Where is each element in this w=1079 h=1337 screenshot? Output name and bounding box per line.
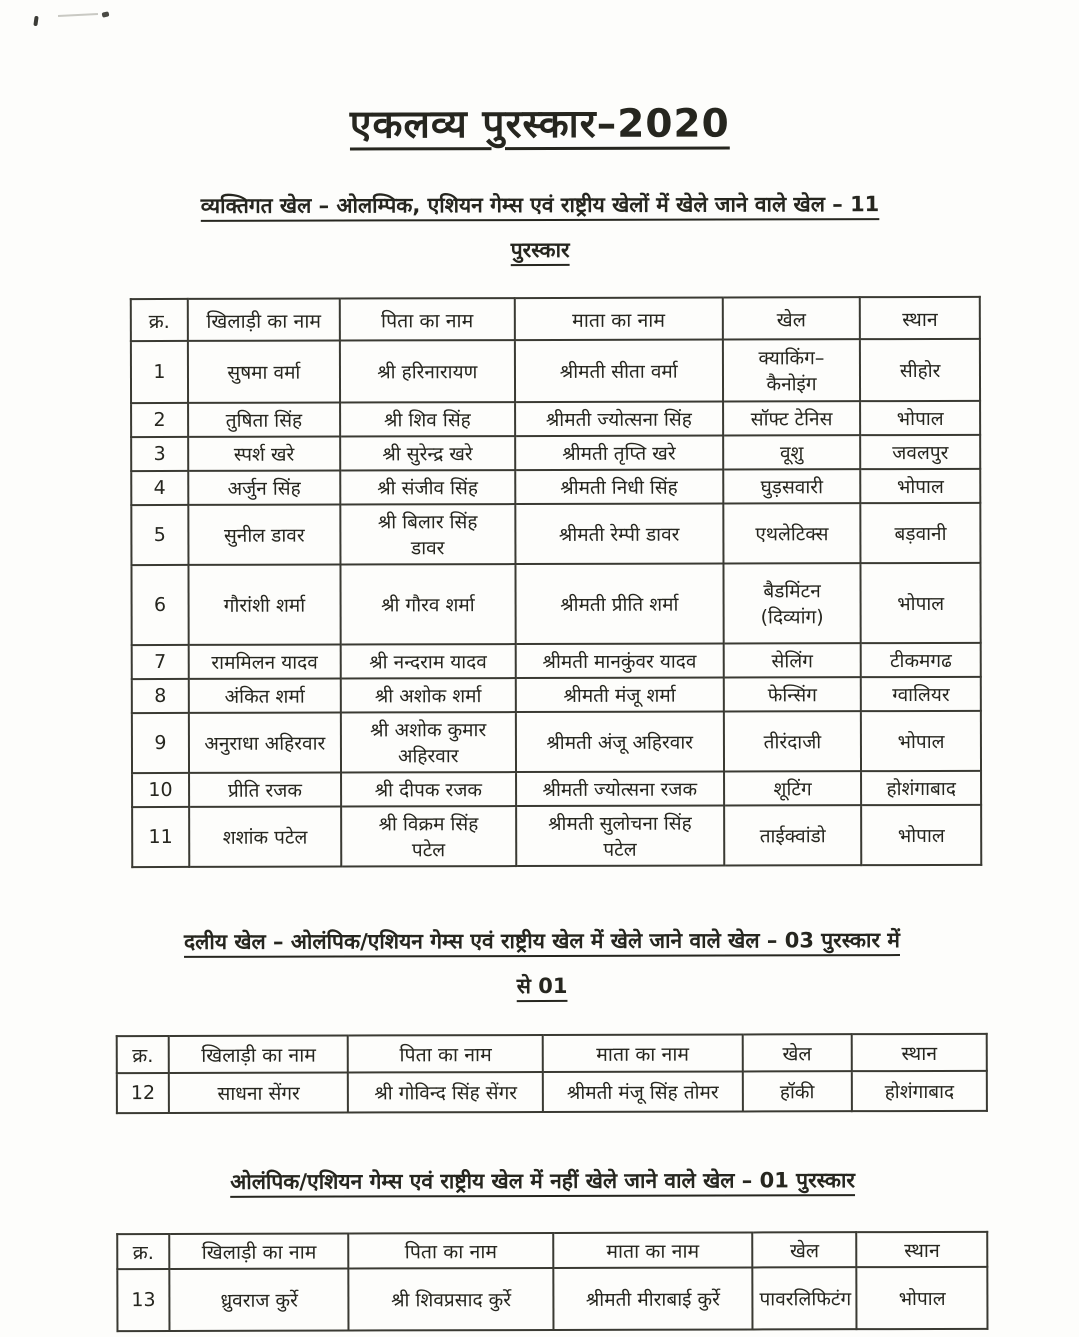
section-individual-heading	[0, 182, 1079, 275]
table-cell: शशांक पटेल	[189, 807, 341, 867]
table-cell: बैडमिंटन (दिव्यांग)	[723, 563, 861, 643]
table-cell: घुड़सवारी	[723, 469, 861, 503]
table-cell: गौरांशी शर्मा	[188, 565, 340, 645]
table-cell: जवलपुर	[860, 435, 980, 469]
heading-line1-text: व्यक्तिगत खेल – ओलम्पिक, एशियन गेम्स एवं राष्ट्रीय खेलों में खेले जाने वाले खेल – 11	[200, 192, 880, 218]
table-cell: श्री नन्दराम यादव	[341, 644, 516, 678]
table-cell: पावरलिफिटंग	[752, 1267, 857, 1329]
table-cell: फेन्सिंग	[724, 677, 862, 711]
table-row	[132, 711, 981, 773]
column-header: स्थान	[857, 1232, 988, 1267]
column-header: स्थान	[860, 297, 980, 339]
table-cell: 6	[131, 565, 188, 645]
table-cell: हॉकी	[742, 1071, 852, 1111]
table-cell: 3	[131, 437, 188, 471]
table-cell: श्री दीपक रजक	[341, 772, 516, 806]
table-cell: टीकमगढ	[861, 643, 981, 677]
column-header: पिता का नाम	[340, 298, 515, 340]
column-header: खेल	[752, 1232, 856, 1267]
document-title: एकलव्य पुरस्कार–2020	[349, 101, 730, 148]
table-cell: सीहोर	[860, 339, 980, 401]
column-header: माता का नाम	[515, 298, 723, 341]
table-cell: भोपाल	[861, 805, 981, 865]
column-header: माता का नाम	[543, 1034, 742, 1072]
table-row	[132, 643, 981, 679]
column-header: माता का नाम	[553, 1232, 752, 1268]
table-cell: श्रीमती प्रीति शर्मा	[515, 564, 723, 645]
table-cell: एथलेटिक्स	[723, 503, 861, 563]
table-cell: श्रीमती सीता वर्मा	[515, 340, 723, 403]
heading-line1-text: ओलंपिक/एशियन गेम्स एवं राष्ट्रीय खेल में नहीं खेले जाने वाले खेल – 01 पुरस्कार	[230, 1167, 856, 1194]
table-header-row	[117, 1232, 987, 1269]
table-cell: राममिलन यादव	[189, 645, 341, 679]
table-cell: भोपाल	[860, 469, 980, 503]
section-non-olympic-heading	[3, 1157, 1079, 1205]
heading-line	[2, 918, 1079, 966]
table-cell: श्रीमती अंजू अहिरवार	[516, 712, 724, 773]
table-cell: तुषिता सिंह	[188, 403, 340, 437]
table-cell: ताईक्वांडो	[724, 805, 862, 865]
table-cell: क्याकिंग– कैनोइंग	[723, 339, 861, 401]
table-row	[131, 435, 980, 471]
column-header: पिता का नाम	[348, 1035, 543, 1073]
column-header: खेल	[723, 297, 861, 339]
table-cell: श्रीमती रेम्पी डावर	[515, 504, 723, 565]
table-cell: 9	[132, 713, 189, 773]
table-header-row	[117, 1033, 987, 1072]
table-cell: ग्वालियर	[861, 677, 981, 711]
table-cell: 2	[131, 403, 188, 437]
column-header: क्र.	[117, 1234, 169, 1269]
individual-awards-table	[130, 296, 982, 868]
table-cell: स्पर्श खरे	[188, 437, 340, 471]
table-cell: श्री शिवप्रसाद कुर्रे	[349, 1268, 554, 1331]
column-header: स्थान	[852, 1033, 987, 1070]
table-cell: श्रीमती तृप्ति खरे	[515, 436, 723, 471]
heading-line1-text: दलीय खेल – ओलंपिक/एशियन गेम्स एवं राष्ट्रीय खेल में खेले जाने वाले खेल – 03 पुरस्कार में	[183, 928, 900, 955]
table-row	[132, 805, 981, 867]
table-cell: होशंगाबाद	[861, 771, 981, 805]
column-header: क्र.	[117, 1036, 169, 1073]
table-cell: भोपाल	[860, 401, 980, 435]
table-header-row	[131, 297, 980, 341]
table-cell: श्री सुरेन्द्र खरे	[340, 436, 515, 470]
table-cell: भोपाल	[861, 711, 981, 771]
table-row	[131, 563, 980, 645]
table-cell: सॉफ्ट टेनिस	[723, 401, 861, 435]
table-cell: श्रीमती सुलोचना सिंह पटेल	[516, 806, 724, 867]
table-cell: श्रीमती ज्योत्सना रजक	[516, 772, 724, 807]
heading-line	[0, 182, 1079, 230]
table-cell: श्री संजीव सिंह	[340, 470, 515, 504]
section-non-olympic-games	[3, 1157, 1079, 1332]
team-awards-table	[116, 1032, 988, 1113]
column-header: पिता का नाम	[349, 1233, 554, 1269]
non-olympic-awards-table	[116, 1231, 988, 1332]
table-cell: श्रीमती मंजू सिंह तोमर	[543, 1071, 742, 1112]
table-cell: वूशु	[723, 435, 861, 469]
column-header: खिलाड़ी का नाम	[188, 299, 340, 341]
table-cell: श्री गोविन्द सिंह सेंगर	[348, 1072, 543, 1113]
table-row	[132, 771, 981, 807]
heading-line	[1, 227, 1079, 275]
table-cell: अंकित शर्मा	[189, 679, 341, 713]
table-cell: साधना सेंगर	[169, 1072, 348, 1112]
table-cell: श्री अशोक शर्मा	[341, 678, 516, 712]
table-cell: सुषमा वर्मा	[188, 341, 340, 403]
table-cell: भोपाल	[861, 563, 981, 643]
table-cell: 1	[131, 341, 188, 403]
table-cell: अनुराधा अहिरवार	[189, 713, 341, 773]
heading-line	[3, 1157, 1079, 1205]
table-cell: श्री विक्रम सिंह पटेल	[341, 806, 516, 866]
column-header: खिलाड़ी का नाम	[169, 1233, 348, 1268]
table-cell: अर्जुन सिंह	[188, 471, 340, 505]
table-cell: ध्रुवराज कुर्रे	[170, 1268, 349, 1330]
table-cell: श्री शिव सिंह	[340, 402, 515, 436]
table-row	[117, 1267, 987, 1331]
table-cell: 12	[117, 1073, 169, 1113]
table-cell: श्रीमती मंजू शर्मा	[516, 678, 724, 713]
table-cell: 11	[132, 807, 189, 867]
table-cell: भोपाल	[857, 1267, 988, 1329]
table-cell: सुनील डावर	[188, 505, 340, 565]
table-cell: बड़वानी	[861, 503, 981, 563]
table-cell: प्रीति रजक	[189, 773, 341, 807]
table-cell: तीरंदाजी	[724, 711, 862, 771]
table-cell: श्री हरिनारायण	[340, 340, 515, 402]
column-header: खेल	[742, 1034, 852, 1071]
table-cell: श्रीमती मानकुंवर यादव	[515, 644, 723, 679]
column-header: क्र.	[131, 299, 188, 341]
section-team-heading	[2, 918, 1079, 1011]
table-cell: होशंगाबाद	[852, 1070, 987, 1110]
table-cell: श्रीमती निधी सिंह	[515, 470, 723, 505]
table-cell: श्रीमती ज्योत्सना सिंह	[515, 402, 723, 437]
column-header: खिलाड़ी का नाम	[169, 1035, 348, 1072]
table-row	[131, 401, 980, 437]
table-cell: 7	[132, 645, 189, 679]
table-cell: श्री बिलार सिंह डावर	[340, 504, 515, 564]
heading-line	[3, 963, 1079, 1011]
heading-line2-text: से 01	[516, 974, 568, 999]
table-row	[132, 677, 981, 713]
section-individual-games	[0, 182, 1079, 869]
table-cell: 8	[132, 679, 189, 713]
table-row	[131, 339, 980, 403]
table-cell: 10	[132, 773, 189, 807]
table-cell: 4	[131, 471, 188, 505]
table-row	[117, 1070, 987, 1112]
table-cell: सेलिंग	[723, 643, 861, 677]
table-cell: श्रीमती मीराबाई कुर्रे	[553, 1267, 752, 1330]
table-cell: श्री गौरव शर्मा	[340, 564, 515, 644]
table-cell: 13	[117, 1269, 169, 1331]
table-cell: शूटिंग	[724, 771, 862, 805]
heading-line2-text: पुरस्कार	[510, 238, 570, 263]
section-team-games	[2, 918, 1079, 1114]
table-cell: श्री अशोक कुमार अहिरवार	[341, 712, 516, 772]
table-cell: 5	[131, 505, 188, 565]
table-row	[131, 469, 980, 505]
table-row	[131, 503, 980, 565]
